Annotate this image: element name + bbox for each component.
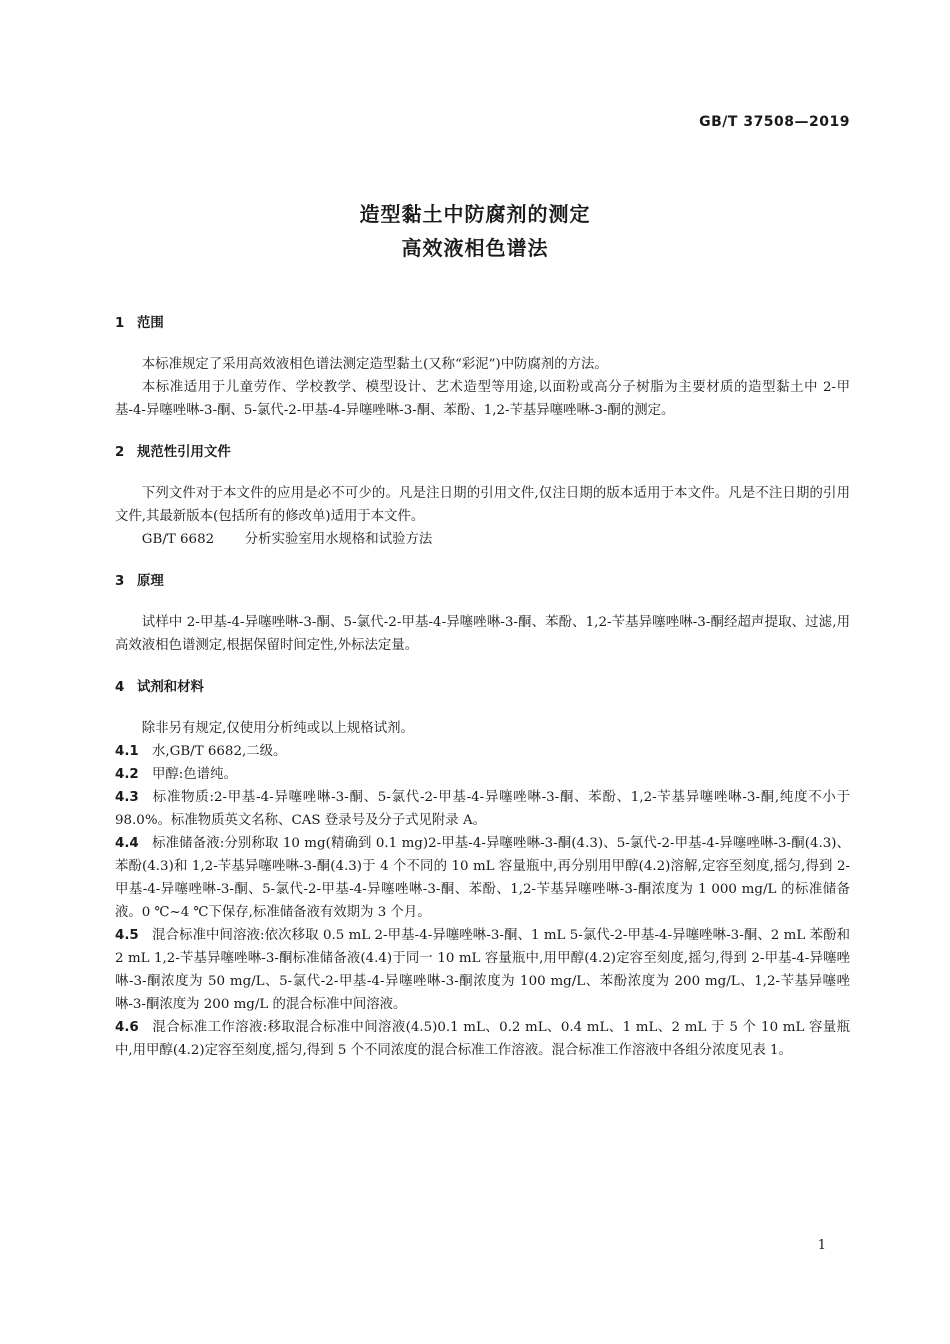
section-number: 1 — [115, 316, 125, 331]
page-number: 1 — [817, 1238, 826, 1253]
section-title: 试剂和材料 — [137, 680, 204, 695]
clause-text: 甲醇:色谱纯。 — [152, 767, 237, 782]
standard-number: GB/T 37508—2019 — [699, 114, 850, 130]
clause-number: 4.5 — [115, 928, 139, 943]
clause-item — [115, 832, 850, 924]
reference-code: GB/T 6682 — [141, 532, 215, 547]
section-title: 范围 — [137, 316, 164, 331]
clause-item — [115, 740, 850, 763]
clause-number: 4.3 — [115, 790, 139, 805]
clause-number: 4.2 — [115, 767, 139, 782]
reference-entry — [115, 528, 850, 551]
paragraph: 下列文件对于本文件的应用是必不可少的。凡是注日期的引用文件,仅注日期的版本适用于本文件。凡是不注日期的引用文件,其最新版本(包括所有的修改单)适用于本文件。 — [115, 486, 850, 524]
paragraph: 除非另有规定,仅使用分析纯或以上规格试剂。 — [141, 721, 414, 736]
paragraph: 试样中 2-甲基-4-异噻唑啉-3-酮、5-氯代-2-甲基-4-异噻唑啉-3-酮、苯酚、1,2-苄基异噻唑啉-3-酮经超声提取、过滤,用高效液相色谱测定,根据保留时间定性,外标法定量。 — [115, 615, 850, 653]
section-title: 规范性引用文件 — [137, 445, 231, 460]
paragraph: 本标准规定了采用高效液相色谱法测定造型黏土(又称“彩泥”)中防腐剂的方法。 — [141, 357, 608, 372]
clause-item — [115, 924, 850, 1016]
clause-text: 混合标准中间溶液:依次移取 0.5 mL 2-甲基-4-异噻唑啉-3-酮、1 mL 5-氯代-2-甲基-4-异噻唑啉-3-酮、2 mL 苯酚和 2 mL 1,2-苄基异噻唑啉-3-酮标准储备液(4.4)于同一 10 mL 容量瓶中,用甲醇(4.2)定容至刻度,摇匀,得到 2-甲基-4-异噻唑啉-3-酮浓度为 50 mg/L、5-氯代-2-甲基-4-异噻唑啉-3-酮浓度为 100 mg/L、苯酚浓度为 200 mg/L、1,2-苄基异噻唑啉-3-酮浓度为 200 mg/L 的混合标准中间溶液。 — [115, 928, 850, 1012]
clause-text: 标准储备液:分别称取 10 mg(精确到 0.1 mg)2-甲基-4-异噻唑啉-3-酮(4.3)、5-氯代-2-甲基-4-异噻唑啉-3-酮(4.3)、苯酚(4.3)和 1,2-苄基异噻唑啉-3-酮(4.3)于 4 个不同的 10 mL 容量瓶中,再分别用甲醇(4.2)溶解,定容至刻度,摇匀,得到 2-甲基-4-异噻唑啉-3-酮、5-氯代-2-甲基-4-异噻唑啉-3-酮、苯酚、1,2-苄基异噻唑啉-3-酮浓度为 1 000 mg/L 的标准储备液。0 ℃~4 ℃下保存,标准储备液有效期为 3 个月。 — [115, 836, 850, 920]
section-number: 4 — [115, 680, 125, 695]
section-heading-normative-references — [115, 441, 850, 464]
clause-item — [115, 763, 850, 786]
clause-text: 标准物质:2-甲基-4-异噻唑啉-3-酮、5-氯代-2-甲基-4-异噻唑啉-3-酮、苯酚、1,2-苄基异噻唑啉-3-酮,纯度不小于 98.0%。标准物质英文名称、CAS 登录号及分子式见附录 A。 — [115, 790, 850, 828]
clause-text: 混合标准工作溶液:移取混合标准中间溶液(4.5)0.1 mL、0.2 mL、0.4 mL、1 mL、2 mL 于 5 个 10 mL 容量瓶中,用甲醇(4.2)定容至刻度,摇匀,得到 5 个不同浓度的混合标准工作溶液。混合标准工作溶液中各组分浓度见表 1。 — [115, 1020, 850, 1058]
clause-number: 4.6 — [115, 1020, 139, 1035]
section-heading-scope — [115, 312, 850, 335]
section-number: 3 — [115, 574, 125, 589]
clause-number: 4.4 — [115, 836, 139, 851]
clause-item — [115, 786, 850, 832]
document-title: 造型黏土中防腐剂的测定 — [359, 202, 591, 226]
section-title: 原理 — [137, 574, 164, 589]
paragraph: 本标准适用于儿童劳作、学校教学、模型设计、艺术造型等用途,以面粉或高分子树脂为主要材质的造型黏土中 2-甲基-4-异噻唑啉-3-酮、5-氯代-2-甲基-4-异噻唑啉-3-酮、苯酚、1,2-苄基异噻唑啉-3-酮的测定。 — [115, 380, 850, 418]
section-number: 2 — [115, 445, 125, 460]
clause-number: 4.1 — [115, 744, 139, 759]
section-heading-reagents — [115, 676, 850, 699]
clause-text: 水,GB/T 6682,二级。 — [152, 744, 287, 759]
document-subtitle: 高效液相色谱法 — [401, 236, 549, 260]
document-body — [115, 312, 850, 1062]
reference-title: 分析实验室用水规格和试验方法 — [244, 532, 433, 547]
clause-item — [115, 1016, 850, 1062]
section-heading-principle — [115, 570, 850, 593]
